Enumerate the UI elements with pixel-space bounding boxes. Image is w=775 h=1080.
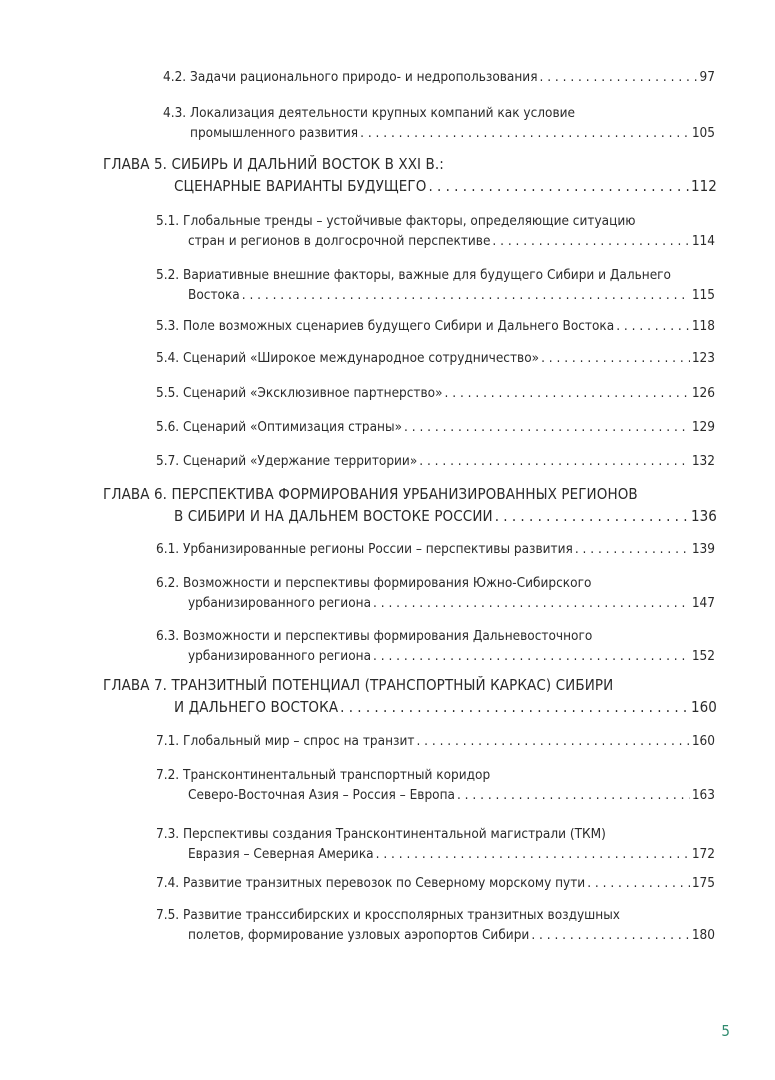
dot-leader <box>373 593 690 613</box>
dot-leader <box>495 506 689 527</box>
dot-leader <box>360 123 690 143</box>
section-title: Сценарий «Эксклюзивное партнерство» <box>183 385 443 401</box>
section-title: Глобальные тренды – устойчивые факторы, определяющие ситуацию <box>183 213 636 229</box>
section-title-cont: стран и регионов в долгосрочной перспективе <box>188 233 491 249</box>
section-number: 6.2. <box>156 575 180 591</box>
page-ref: 123 <box>691 350 715 366</box>
page-ref: 160 <box>691 733 715 749</box>
section-title: Трансконтинентальный транспортный коридор <box>183 767 491 783</box>
chapter-number: ГЛАВА 5. <box>103 155 168 173</box>
section-number: 6.3. <box>156 628 180 644</box>
page-ref: 139 <box>691 541 715 557</box>
section-number: 5.7. <box>156 453 180 469</box>
dot-leader <box>575 539 690 559</box>
section-title: Сценарий «Широкое международное сотрудничество» <box>183 350 540 366</box>
section-title-cont: Востока <box>188 287 240 303</box>
page-ref: 172 <box>691 846 715 862</box>
chapter-number: ГЛАВА 6. <box>103 485 168 503</box>
section-number: 4.3. <box>163 105 187 121</box>
dot-leader <box>376 844 690 864</box>
section-title: Перспективы создания Трансконтинентальной магистрали (ТКМ) <box>183 826 606 842</box>
section-title: Сценарий «Оптимизация страны» <box>183 419 403 435</box>
page-ref: 136 <box>690 507 717 525</box>
section-number: 5.6. <box>156 419 180 435</box>
page-ref: 115 <box>691 287 715 303</box>
section-title: Возможности и перспективы формирования Дальневосточного <box>183 628 593 644</box>
section-title: Вариативные внешние факторы, важные для будущего Сибири и Дальнего <box>183 267 671 283</box>
page-ref: 126 <box>691 385 715 401</box>
section-number: 6.1. <box>156 541 180 557</box>
section-number: 7.5. <box>156 907 180 923</box>
page-ref: 163 <box>691 787 715 803</box>
section-title: Развитие транссибирских и кроссполярных транзитных воздушных <box>183 907 620 923</box>
section-title: Сценарий «Удержание территории» <box>183 453 418 469</box>
section-number: 7.3. <box>156 826 180 842</box>
section-title: Глобальный мир – спрос на транзит <box>183 733 415 749</box>
dot-leader <box>404 417 690 437</box>
page-ref: 118 <box>691 318 715 334</box>
dot-leader <box>445 383 690 403</box>
chapter-title: СИБИРЬ И ДАЛЬНИЙ ВОСТОК В XXI В.: <box>171 155 444 173</box>
dot-leader <box>419 451 690 471</box>
dot-leader <box>428 176 688 197</box>
dot-leader <box>587 873 690 893</box>
section-number: 5.5. <box>156 385 180 401</box>
dot-leader <box>373 646 690 666</box>
dot-leader <box>457 785 690 805</box>
section-number: 5.4. <box>156 350 180 366</box>
dot-leader <box>541 348 690 368</box>
section-title: Поле возможных сценариев будущего Сибири и Дальнего Востока <box>183 318 615 334</box>
section-title: Возможности и перспективы формирования Южно-Сибирского <box>183 575 592 591</box>
section-title: Локализация деятельности крупных компаний как условие <box>190 105 575 121</box>
page-number: 5 <box>721 1022 730 1040</box>
chapter-title-cont: В СИБИРИ И НА ДАЛЬНЕМ ВОСТОКЕ РОССИИ <box>174 507 493 525</box>
dot-leader <box>242 285 690 305</box>
page-ref: 129 <box>691 419 715 435</box>
chapter-title: ПЕРСПЕКТИВА ФОРМИРОВАНИЯ УРБАНИЗИРОВАННЫХ РЕГИОНОВ <box>171 485 638 503</box>
chapter-title: ТРАНЗИТНЫЙ ПОТЕНЦИАЛ (ТРАНСПОРТНЫЙ КАРКАС) СИБИРИ <box>171 676 614 694</box>
page-ref: 97 <box>699 69 715 85</box>
section-number: 5.2. <box>156 267 180 283</box>
section-title-cont: урбанизированного региона <box>188 595 372 611</box>
section-title: Задачи рационального природо- и недропользования <box>190 69 538 85</box>
chapter-number: ГЛАВА 7. <box>103 676 168 694</box>
chapter-title-cont: СЦЕНАРНЫЕ ВАРИАНТЫ БУДУЩЕГО <box>174 177 427 195</box>
page-ref: 112 <box>690 177 717 195</box>
page-ref: 114 <box>691 233 715 249</box>
section-number: 5.3. <box>156 318 180 334</box>
dot-leader <box>540 67 698 87</box>
page-ref: 180 <box>691 927 715 943</box>
page-ref: 147 <box>691 595 715 611</box>
section-title-cont: промышленного развития <box>190 125 359 141</box>
section-number: 7.1. <box>156 733 180 749</box>
page-ref: 132 <box>691 453 715 469</box>
dot-leader <box>416 731 689 751</box>
section-number: 5.1. <box>156 213 180 229</box>
section-number: 4.2. <box>163 69 187 85</box>
section-number: 7.4. <box>156 875 180 891</box>
page-ref: 152 <box>691 648 715 664</box>
page-ref: 105 <box>691 125 715 141</box>
section-title-cont: урбанизированного региона <box>188 648 372 664</box>
chapter-title-cont: И ДАЛЬНЕГО ВОСТОКА <box>174 698 339 716</box>
section-number: 7.2. <box>156 767 180 783</box>
section-title-cont: Северо-Восточная Азия – Россия – Европа <box>188 787 455 803</box>
page-ref: 175 <box>691 875 715 891</box>
dot-leader <box>616 316 690 336</box>
dot-leader <box>531 925 690 945</box>
section-title-cont: полетов, формирование узловых аэропортов Сибири <box>188 927 530 943</box>
dot-leader <box>492 231 689 251</box>
section-title-cont: Евразия – Северная Америка <box>188 846 374 862</box>
dot-leader <box>340 697 689 718</box>
section-title: Урбанизированные регионы России – перспективы развития <box>183 541 573 557</box>
page-ref: 160 <box>690 698 717 716</box>
section-title: Развитие транзитных перевозок по Северному морскому пути <box>183 875 586 891</box>
